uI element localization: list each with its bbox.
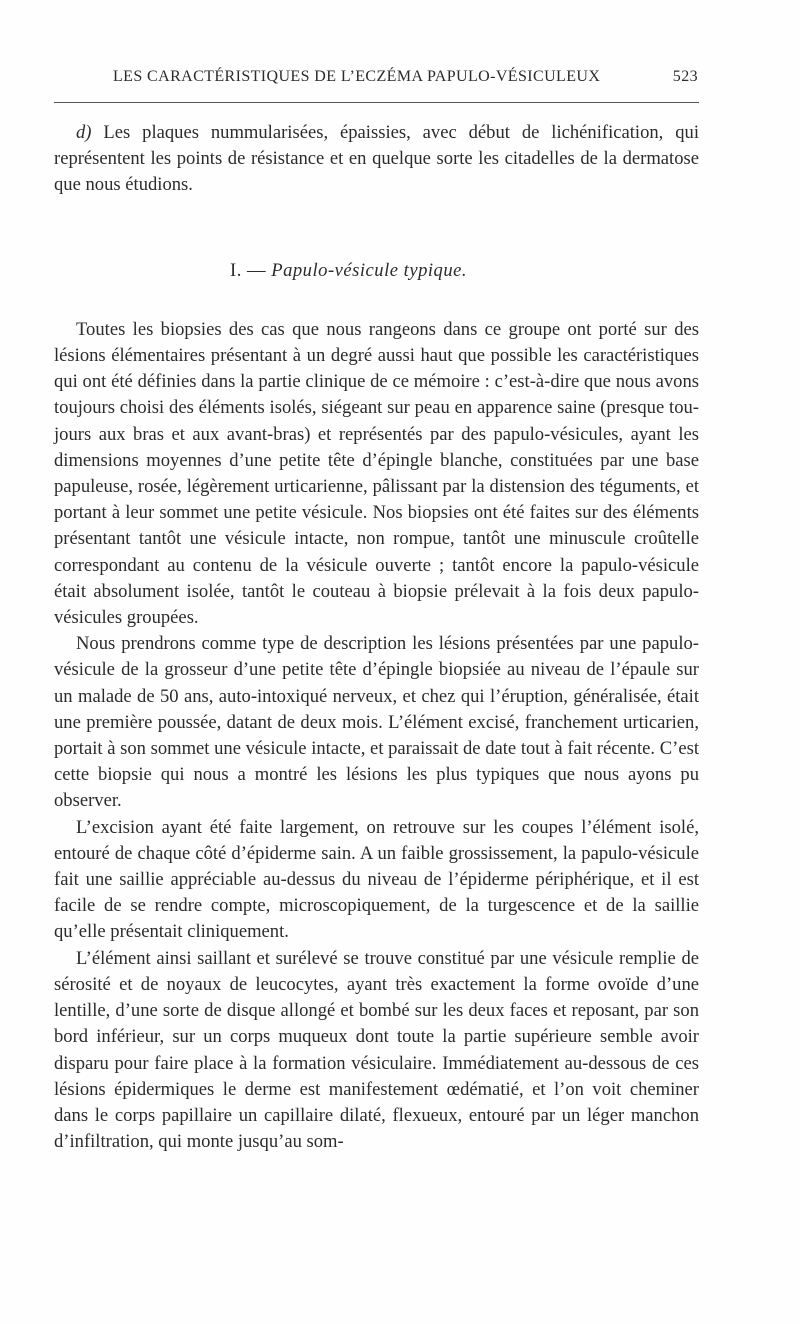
- intro-item-letter: d): [76, 122, 92, 143]
- intro-text: Les plaques nummularisées, épaissies, avec début de lichénification, qui représentent les points de résistance et en quelque sorte les citadelles de la dermatose que nous étudions.: [54, 122, 699, 196]
- running-header-title: LES CARACTÉRISTIQUES DE L’ECZÉMA PAPULO-VÉSICULEUX: [113, 68, 601, 85]
- page-number: 523: [672, 68, 698, 85]
- section-title: Papulo-vésicule typique.: [271, 259, 468, 281]
- section-heading: [54, 258, 699, 284]
- body-text: [54, 120, 699, 1155]
- section-numeral: I. —: [230, 259, 272, 281]
- paragraph: Toutes les biopsies des cas que nous rangeons dans ce groupe ont porté sur des lésions élémentaires présentant à un degré aussi haut que possible les caractéristiques qui ont été définies dans la partie clinique de ce mémoire : c’est-à-dire que nous avons toujours choisi des éléments isolés, siégeant sur peau en apparence saine (presque toujours aux bras et aux avant-bras) et représentés par des papulo-vésicules, ayant les dimensions moyennes d’une petite tête d’épingle blanche, constituées par une base papuleuse, rosée, légèrement urticarienne, pâlissant par la distension des téguments, et portant à leur sommet une petite vésicule. Nos biopsies ont été faites sur des éléments présentant tantôt une vésicule intacte, non rompue, tantôt une minuscule croûtelle correspondant au contenu de la vésicule ouverte ; tantôt encore la papulo-vésicule était absolument isolée, tantôt le couteau à biopsie prélevait à la fois deux papulo-vésicules groupées.: [54, 318, 699, 629]
- paragraph: Nous prendrons comme type de description les lésions présentées par une papulo-vésicule de la grosseur d’une petite tête d’épingle biopsiée au niveau de l’épaule sur un malade de 50 ans, auto-intoxiqué nerveux, et chez qui l’éruption, généralisée, était une première poussée, datant de deux mois. L’élément excisé, franchement urticarien, portait à son sommet une vésicule intacte, et paraissait de date tout à fait récente. C’est cette biopsie qui nous a montré les lésions les plus typiques que nous ayons pu observer.: [54, 633, 699, 812]
- running-header: [53, 68, 698, 90]
- paragraph: L’élément ainsi saillant et surélevé se trouve constitué par une vésicule remplie de sérosité et de noyaux de leucocytes, ayant très exactement la forme ovoïde d’une lentille, d’une sorte de disque allongé et bombé sur les deux faces et reposant, par son bord inférieur, sur un corps muqueux dont toute la partie supérieure semble avoir disparu pour faire place à la formation vésiculaire. Immédiatement au-dessous de ces lésions épidermiques le derme est manifestement œdématié, et l’on voit cheminer dans le corps papillaire un capillaire dilaté, flexueux, entouré par un léger manchon d’infiltration, qui monte jusqu’au som-: [54, 947, 699, 1153]
- header-rule: [54, 102, 699, 103]
- intro-paragraph: [54, 120, 699, 199]
- paragraph: L’excision ayant été faite largement, on retrouve sur les coupes l’élément isolé, entouré de chaque côté d’épiderme sain. A un faible grossissement, la papulo-vésicule fait une saillie appréciable au-dessus du niveau de l’épiderme périphérique, et il est facile de se rendre compte, microscopiquement, de la turgescence et de la saillie qu’elle présentait cliniquement.: [54, 816, 699, 943]
